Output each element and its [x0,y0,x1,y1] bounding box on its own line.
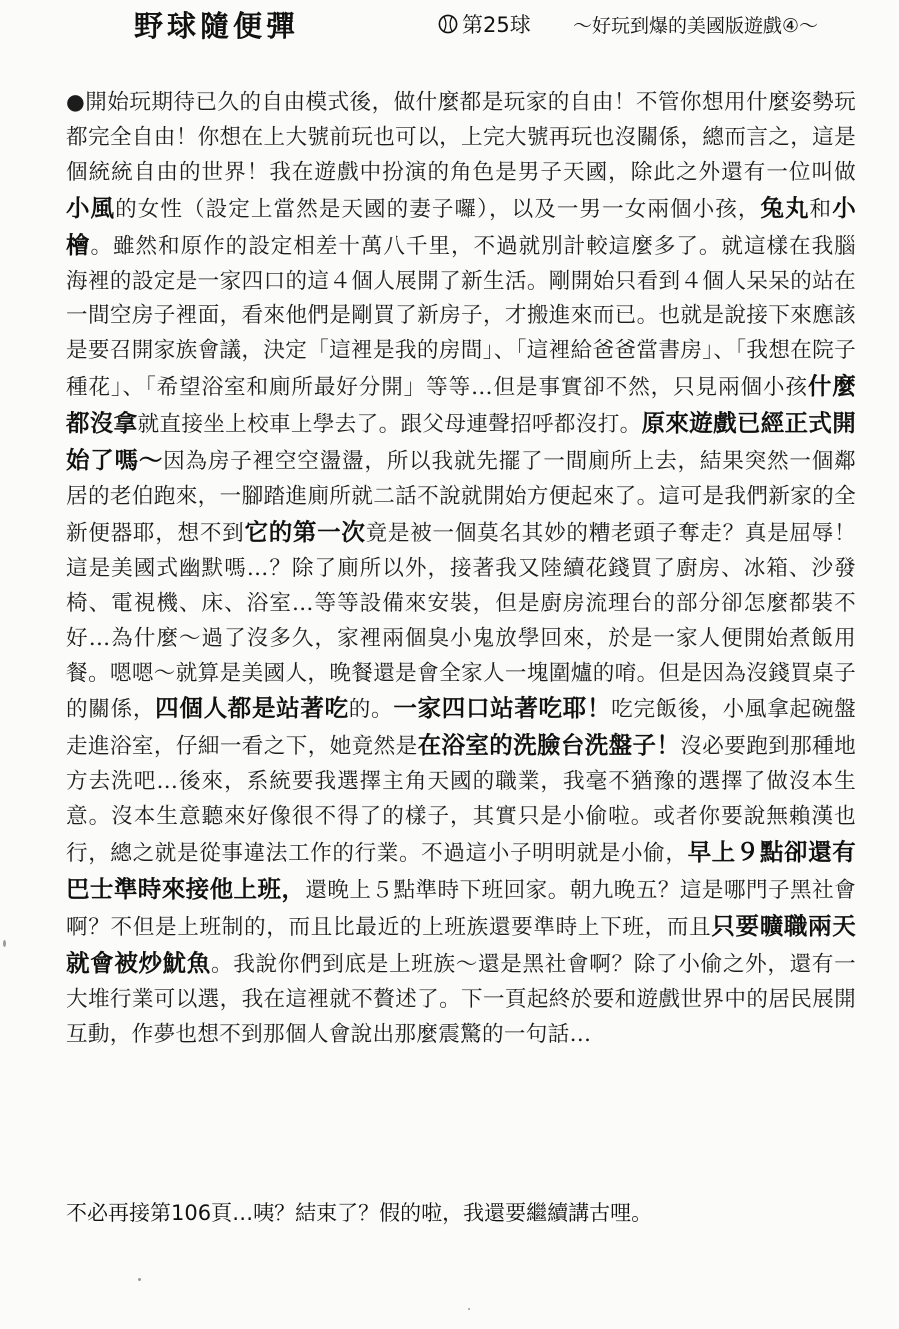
emphasis-text: 什麼都沒拿 [66,372,856,438]
chapter-number: 第25球 [462,13,531,37]
baseball-icon [438,14,458,34]
episode-subtitle: ～好玩到爆的美國版遊戲④～ [573,15,819,37]
emphasis-text: 早上９點卻還有巴士準時來接他上班， [66,838,856,903]
emphasis-text: 小檜 [66,193,856,259]
emphasis-text: 小風 [66,193,116,222]
body-run: 還晚上５點準時下班回家。朝九晚五？這是哪門子黑社會啊？不但是上班制的，而且比最近的上班族還要準時上下班，而且 [66,877,856,940]
body-run: 就直接坐上校車上學去了。跟父母連聲招呼都沒打。 [137,412,642,438]
article-body [66,86,856,1052]
body-run: 和 [809,196,833,222]
body-run: 因為房子裡空空盪盪，所以我就先擺了一間廁所上去，結果突然一個鄰居的老伯跑來，一腳踏進廁所就二話不說就開始方便起來了。這可是我們新家的全新便器耶，想不到 [66,449,856,546]
body-run: 沒必要跑到那種地方去洗吧…後來，系統要我選擇主角天國的職業，我毫不猶豫的選擇了做沒本生意。沒本生意聽來好像很不得了的樣子，其實只是小偷啦。或者你要說無賴漢也行，總之就是從事違法工作的行業。不過這小子明明就是小偷， [66,734,856,867]
page-header [0,2,899,46]
column-title: 野球隨便彈 [134,9,300,43]
chapter-label [438,9,531,39]
scan-speck [138,1278,141,1281]
closing-note: 不必再接第106頁…咦？結束了？假的啦，我還要繼續講古哩。 [66,1201,653,1225]
body-run: 。雖然和原作的設定相差十萬八千里，不過就別計較這麼多了。就這樣在我腦海裡的設定是一家四口的這４個人展開了新生活。剛開始只看到４個人呆呆的站在一間空房子裡面，看來他們是剛買了新房子，才搬進來而已。也就是說接下來應該是要召開家族會議，決定「這裡是我的房間」、「這裡給爸爸當書房」、「我想在院子種花」、「希望浴室和廁所最好分開」等等…但是事實卻不然，只見兩個小孩 [66,233,856,401]
emphasis-text: 在浴室的洗臉台洗盤子！ [417,731,681,760]
body-run: 吃完飯後，小風拿起碗盤走進浴室，仔細一看之下，她竟然是 [66,697,856,760]
body-run: ●開始玩期待已久的自由模式後，做什麼都是玩家的自由！不管你想用什麼姿勢玩都完全自由！你想在上大號前玩也可以，上完大號再玩也沒關係，總而言之，這是個統統自由的世界！我在遊戲中扮演的角色是男子天國，除此之外還有一位叫做 [66,90,856,185]
emphasis-text: 它的第一次 [244,517,366,546]
body-run: 竟是被一個莫名其妙的糟老頭子奪走？真是屈辱！這是美國式幽默嗎…？除了廁所以外，接著我又陸續花錢買了廚房、冰箱、沙發椅、電視機、床、浴室…等等設備來安裝，但是廚房流理台的部分卻怎麼都裝不好…為什麼～過了沒多久，家裡兩個臭小鬼放學回來，於是一家人便開始煮飯用餐。嗯嗯～就算是美國人，晚餐還是會全家人一塊圍爐的唷。但是因為沒錢買桌子的關係， [66,520,857,723]
body-run: 的女性（設定上當然是天國的妻子囉），以及一男一女兩個小孩， [115,196,761,222]
scan-speck [3,940,6,947]
emphasis-text: 只要曠職兩天就會被炒魷魚 [66,911,856,977]
body-run: 的。 [348,697,394,723]
emphasis-text: 四個人都是站著吃 [155,694,349,723]
scan-speck [468,1308,470,1310]
emphasis-text: 一家四口站著吃耶！ [393,694,612,723]
body-run: 。我說你們到底是上班族～還是黑社會啊？除了小偷之外，還有一大堆行業可以選，我在這裡就不贅述了。下一頁起終於要和遊戲世界中的居民展開互動，作夢也想不到那個人會說出那麼震驚的一句話… [66,951,856,1047]
emphasis-text: 原來遊戲已經正式開始了嗎～ [66,409,857,475]
emphasis-text: 兔丸 [760,193,810,222]
